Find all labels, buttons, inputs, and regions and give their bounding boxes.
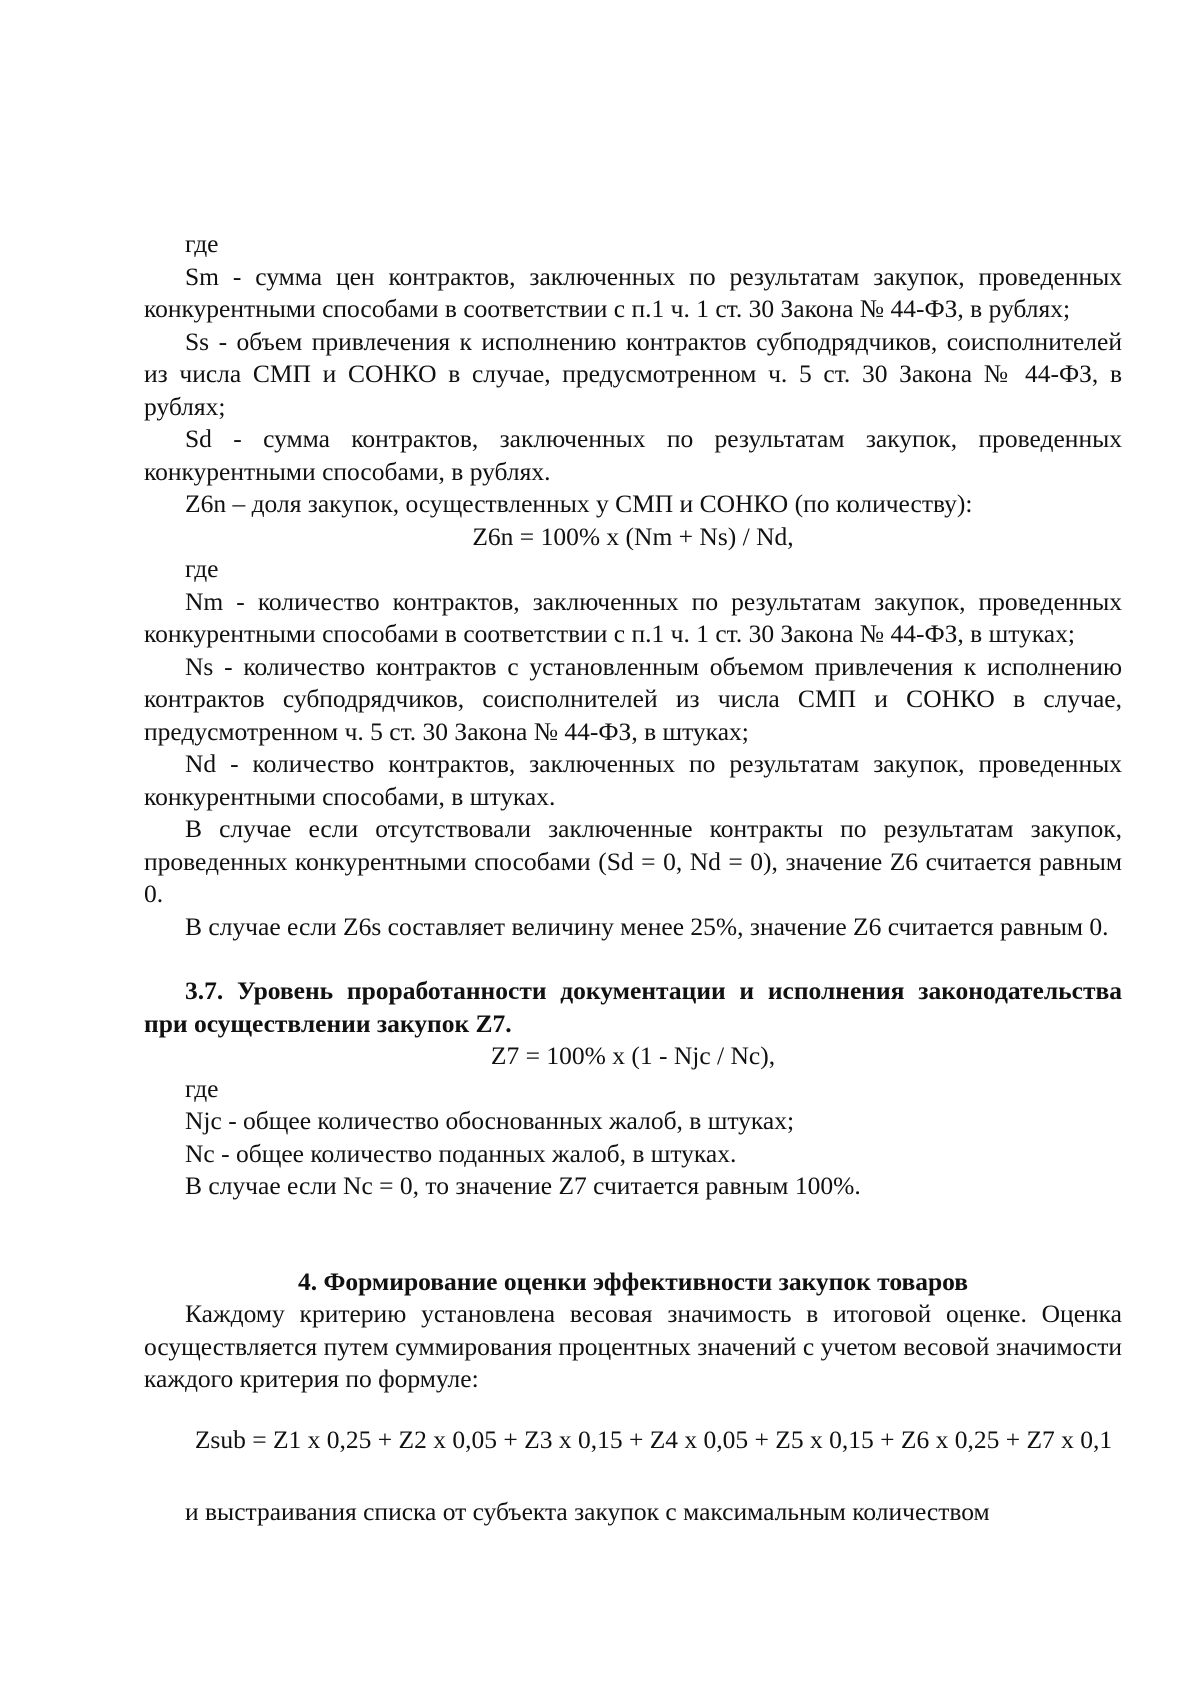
paragraph-nm-definition: Nm - количество контрактов, заключенных по результатам закупок, проведенных конкурентными способами в соответствии с п.1 ч. 1 ст. 30 Закона № 44-ФЗ, в штуках; [144,586,1122,648]
paragraph-no-contracts-case: В случае если отсутствовали заключенные контракты по результатам закупок, проведенных конкурентными способами (Sd = 0, Nd = 0), значение Z6 считается равным 0. [144,814,1122,908]
section-heading-3-7: 3.7. Уровень проработанности документации и исполнения законодательства при осуществлении закупок Z7. [144,976,1122,1038]
paragraph-sd-definition: Sd - сумма контрактов, заключенных по результатам закупок, проведенных конкурентными способами, в рублях. [144,424,1122,486]
paragraph-z6n-definition: Z6n – доля закупок, осуществленных у СМП и СОНКО (по количеству): [185,489,973,518]
paragraph-ns-definition: Ns - количество контрактов с установленным объемом привлечения к исполнению контрактов субподрядчиков, соисполнителей из числа СМП и СОНКО в случае, предусмотренном ч. 5 ст. 30 Закона № 44-ФЗ, в штуках; [144,651,1122,746]
formula-zsub: Zsub = Z1 х 0,25 + Z2 х 0,05 + Z3 х 0,15 + Z4 х 0,05 + Z5 х 0,15 + Z6 х 0,25 + Z7 х 0,1 [194,1424,1113,1454]
paragraph-ss-definition: Ss - объем привлечения к исполнению контрактов субподрядчиков, соисполнителей из числа СМП и СОНКО в случае, предусмотренном ч. 5 ст. 30 Закона № 44-ФЗ, в рублях; [144,326,1122,421]
formula-z7: Z7 = 100% х (1 - Njc / Nc), [490,1041,776,1070]
paragraph-njc-definition: Njc - общее количество обоснованных жалоб, в штуках; [185,1106,795,1135]
paragraph-nd-definition: Nd - количество контрактов, заключенных по результатам закупок, проведенных конкурентными способами, в штуках. [144,749,1122,811]
section-heading-4: 4. Формирование оценки эффективности закупок товаров [297,1266,969,1296]
paragraph-gde: где [185,1073,219,1103]
paragraph-sm-definition: Sm - сумма цен контрактов, заключенных по результатам закупок, проведенных конкурентными способами в соответствии с п.1 ч. 1 ст. 30 Закона № 44-ФЗ, в рублях; [144,261,1122,323]
paragraph-nc-definition: Nc - общее количество поданных жалоб, в штуках. [185,1138,737,1168]
paragraph-z6s-case: В случае если Z6s составляет величину менее 25%, значение Z6 считается равным 0. [185,911,1109,941]
paragraph-nc-zero-case: В случае если Nc = 0, то значение Z7 считается равным 100%. [185,1171,861,1200]
paragraph-gde: где [185,554,219,583]
formula-z6n: Z6n = 100% х (Nm + Ns) / Nd, [472,521,794,551]
document-page [144,228,1122,1529]
paragraph-ranking: и выстраивания списка от субъекта закупок с максимальным количеством [185,1497,990,1526]
paragraph-weight-intro: Каждому критерию установлена весовая значимость в итоговой оценке. Оценка осуществляется путем суммирования процентных значений с учетом весовой значимости каждого критерия по формуле: [144,1299,1122,1393]
paragraph-gde: где [185,229,219,258]
formula-zsub-block [144,1424,1122,1457]
